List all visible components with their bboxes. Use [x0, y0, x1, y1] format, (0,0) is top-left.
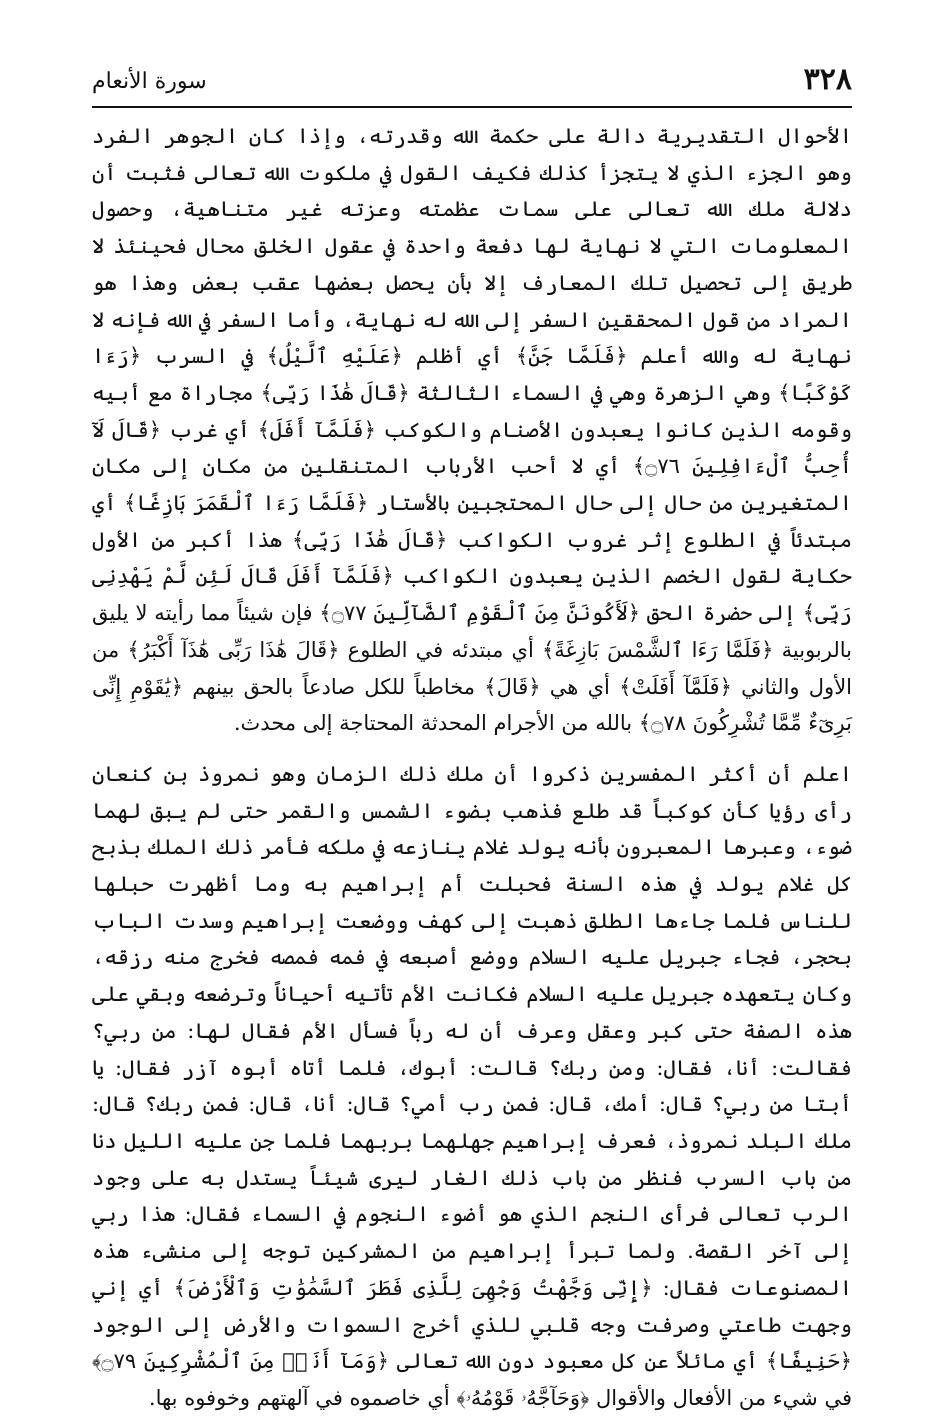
- paragraph-story: اعلم أن أكثر المفسرين ذكروا أن ملك ذلك الزمان وهو نمروذ بن كنعان رأى رؤيا كأن كوكباً قد طلع فذهب بضوء الشمس والقمر حتى لم يبق لهما ضوء، وعبرها المعبرون بأنه يولد غلام ينازعه في ملكه فأمر ذلك الملك بذبح كل غلام يولد في هذه السنة فحبلت أم إبراهيم به وما أظهرت حبلها للناس فلما جاءها الطلق ذهبت إلى كهف ووضعت إبراهيم وسدت الباب بحجر، فجاء جبريل عليه السلام ووضع أصبعه في فمه فمصه فخرج منه رزقه، وكان يتعهده جبريل عليه السلام فكانت الأم تأتيه أحياناً وترضعه وبقي على هذه الصفة حتى كبر وعقل وعرف أن له رباً فسأل الأم فقال لها: من ربي؟ فقالت: أنا، فقال: ومن ربك؟ قالت: أبوك، فلما أتاه أبوه آزر فقال: يا أبتا من ربي؟ قال: أمك، قال: فمن رب أمي؟ قال: أنا، قال: فمن ربك؟ قال: ملك البلد نمروذ، فعرف إبراهيم جهلهما بربهما فلما جن عليه الليل دنا من باب السرب فنظر من باب ذلك الغار ليرى شيئاً يستدل به على وجود الرب تعالى فرأى النجم الذي هو أضوء النجوم في السماء فقال: هذا ربي إلى آخر القصة. ولما تبرأ إبراهيم من المشركين توجه إلى منشىء هذه المصنوعات فقال: ﴿إِنِّى وَجَّهْتُ وَجْهِىَ لِلَّذِى فَطَرَ ٱلسَّمَٰوَٰتِ وَٱلْأَرْضَ﴾ أي إني وجهت طاعتي وصرفت وجه قلبي للذي أخرج السموات والأرض إلى الوجود ﴿حَنِيفًا﴾ أي مائلاً عن كل معبود دون الله تعالى ﴿وَمَآ أَنَا۠ مِنَ ٱلْمُشْرِكِينَ ۝٧٩﴾ في شيء من الأفعال والأقوال ﴿وَحَآجَّهُۥ قَوْمُهُۥ﴾ أي خاصموه في آلهتهم وخوفوه بها.: [92, 761, 852, 1410]
- page-number: ٣٢٨: [803, 62, 852, 97]
- paragraph-commentary: الأحوال التقديرية دالة على حكمة الله وقدرته، وإذا كان الجوهر الفرد وهو الجزء الذي لا يتجزأ كذلك فكيف القول في ملكوت الله تعالى فثبت أن دلالة ملك الله تعالى على سمات عظمته وعزته غير متناهية، وحصول المعلومات التي لا نهاية لها دفعة واحدة في عقول الخلق محال فحينئذ لا طريق إلى تحصيل تلك المعارف إلا بأن يحصل بعضها عقب بعض وهذا هو المراد من قول المحققين السفر إلى الله له نهاية، وأما السفر في الله فإنه لا نهاية له والله أعلم ﴿فَلَمَّا جَنَّ﴾ أي أظلم ﴿عَلَيْهِ ٱلَّيْلُ﴾ في السرب ﴿رَءَا كَوْكَبًا﴾ وهي الزهرة وهي في السماء الثالثة ﴿قَالَ هَٰذَا رَبِّى﴾ مجاراة مع أبيه وقومه الذين كانوا يعبدون الأصنام والكوكب ﴿فَلَمَّآ أَفَلَ﴾ أي غرب ﴿قَالَ لَآ أُحِبُّ ٱلْءَافِلِينَ ۝٧٦﴾ أي لا أحب الأرباب المتنقلين من مكان إلى مكان المتغيرين من حال إلى حال المحتجبين بالأستار ﴿فَلَمَّا رَءَا ٱلْقَمَرَ بَازِغًا﴾ أي مبتدئاً في الطلوع إثر غروب الكواكب ﴿قَالَ هَٰذَا رَبِّى﴾ هذا أكبر من الأول حكاية لقول الخصم الذين يعبدون الكواكب ﴿فَلَمَّآ أَفَلَ قَالَ لَئِن لَّمْ يَهْدِنِى رَبِّى﴾ إلى حضرة الحق ﴿لَأَكُونَنَّ مِنَ ٱلْقَوْمِ ٱلضَّآلِّينَ ۝٧٧﴾ فإن شيئاً مما رأيته لا يليق بالربوبية ﴿فَلَمَّا رَءَا ٱلشَّمْسَ بَازِغَةً﴾ أي مبتدئه في الطلوع ﴿قَالَ هَٰذَا رَبِّى هَٰذَآ أَكْبَرُ﴾ من الأول والثاني ﴿فَلَمَّآ أَفَلَتْ﴾ أي هي ﴿قَالَ﴾ مخاطباً للكل صادعاً بالحق بينهم ﴿يَٰقَوْمِ إِنِّى بَرِىٓءٌ مِّمَّا تُشْرِكُونَ ۝٧٨﴾ بالله من الأجرام المحدثة المحتاجة إلى محدث.: [92, 124, 852, 736]
- surah-title: سورة الأنعام: [92, 69, 207, 94]
- page-header: [92, 62, 852, 108]
- body-text: [92, 118, 852, 1417]
